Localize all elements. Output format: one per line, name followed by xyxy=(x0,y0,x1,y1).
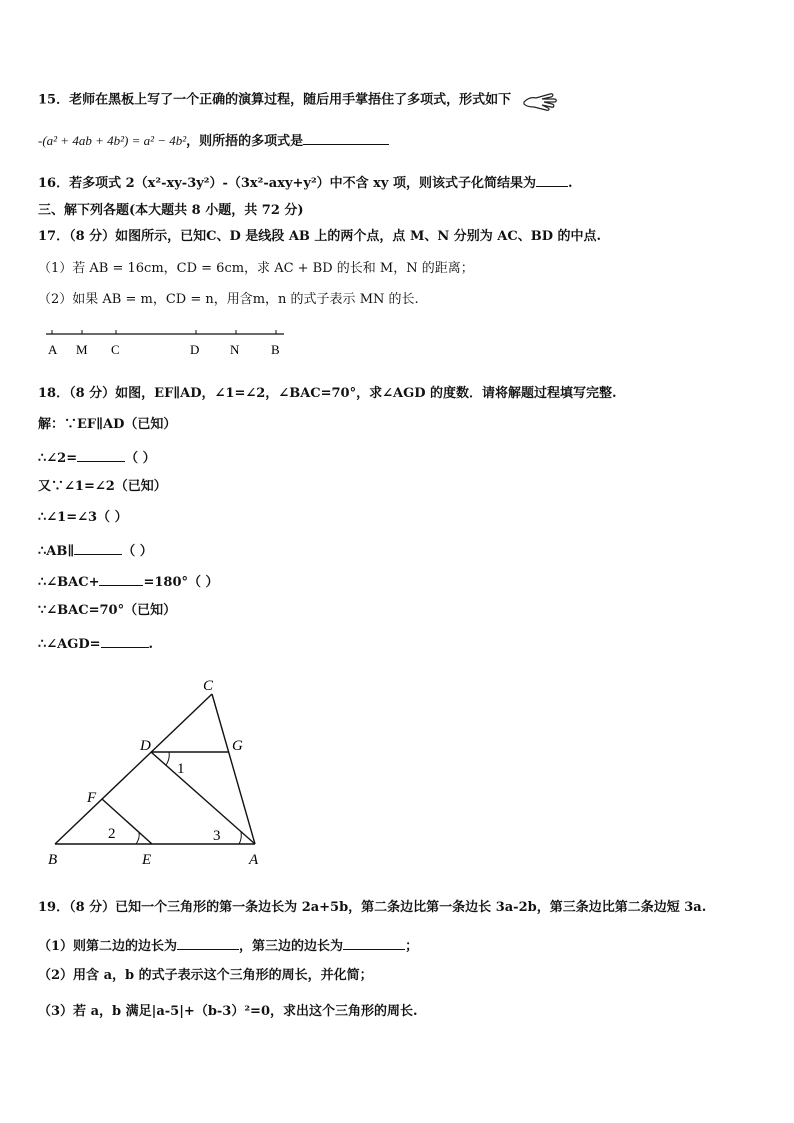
segment-da xyxy=(151,752,255,844)
q18-blank-1[interactable] xyxy=(77,447,125,462)
label-a: A xyxy=(249,852,259,868)
label-b: B xyxy=(48,852,58,868)
point-a-label: A xyxy=(48,342,58,357)
q18-step2-text: ∴∠2= xyxy=(38,451,78,466)
q15-expression: -(a² + 4ab + 4b²) = a² − 4b² xyxy=(38,133,187,148)
point-b-label: B xyxy=(271,342,280,357)
q19-blank-1[interactable] xyxy=(177,935,239,950)
hand-icon xyxy=(522,88,558,112)
q17-part1: （1）若 AB = 16cm，CD = 6cm，求 AC + BD 的长和 M，N 的距离； xyxy=(38,261,474,276)
label-g: G xyxy=(232,738,243,754)
q15-question: ，则所捂的多项式是 xyxy=(186,134,304,149)
label-angle-3: 3 xyxy=(213,828,221,844)
q19-part1-text-b: ，第三边的边长为 xyxy=(239,939,344,954)
q19-part3: （3）若 a，b 满足|a-5|+（b-3）²=0，求出这个三角形的周长. xyxy=(38,1004,418,1019)
q18-step8-text: ∴∠AGD= xyxy=(38,637,101,652)
point-c-label: C xyxy=(111,342,120,357)
section-3-title: 三、解下列各题(本大题共 8 小题，共 72 分) xyxy=(38,203,304,218)
q18-step5-text: ∴AB∥ xyxy=(38,544,75,559)
q18-blank-4[interactable] xyxy=(101,633,149,648)
segment-bc xyxy=(55,694,212,844)
point-m-label: M xyxy=(76,342,88,357)
point-d-label: D xyxy=(190,342,200,357)
q15-answer-blank[interactable] xyxy=(303,130,389,145)
label-f: F xyxy=(87,790,97,806)
q16 xyxy=(38,172,573,193)
q18-step3: 又∵∠1=∠2（已知） xyxy=(38,479,167,494)
angle-3-arc xyxy=(239,832,241,844)
q18-step8 xyxy=(38,633,153,654)
q18-stem: 18．（8 分）如图，EF∥AD，∠1=∠2，∠BAC=70°，求∠AGD 的度数．请将解题过程填写完整. xyxy=(38,386,617,401)
q18-blank-2[interactable] xyxy=(74,540,122,555)
q17-part2: （2）如果 AB = m，CD = n，用含m，n 的式子表示 MN 的长. xyxy=(38,292,419,307)
q16-answer-blank[interactable] xyxy=(536,172,568,187)
q19-part1-text-c: ； xyxy=(405,939,419,954)
q19-part1 xyxy=(38,935,418,956)
q18-step6-text: ∴∠BAC+ xyxy=(38,575,100,590)
q15-line1 xyxy=(38,88,558,112)
q18-step7: ∵∠BAC=70°（已知） xyxy=(38,603,177,618)
q18-step6 xyxy=(38,571,219,592)
point-n-label: N xyxy=(230,342,240,357)
q18-triangle-figure xyxy=(40,672,280,872)
angle-1-arc xyxy=(166,752,169,765)
q18-blank-3[interactable] xyxy=(99,571,143,586)
q17-segment-figure xyxy=(40,322,300,362)
q18-step6-reason: =180°（ ） xyxy=(143,575,219,590)
q19-part1-text-a: （1）则第二边的边长为 xyxy=(38,939,178,954)
q18-step2-reason: （ ） xyxy=(125,451,156,466)
q18-step5-reason: （ ） xyxy=(122,544,153,559)
q19-stem: 19．（8 分）已知一个三角形的第一条边长为 2a+5b，第二条边比第一条边长 3a-2b，第三条边比第二条边短 3a. xyxy=(38,900,707,915)
q19-blank-2[interactable] xyxy=(343,935,405,950)
label-c: C xyxy=(203,678,214,694)
q17-stem: 17．（8 分）如图所示，已知C、D 是线段 AB 上的两个点，点 M、N 分别为 AC、BD 的中点. xyxy=(38,229,602,244)
label-e: E xyxy=(142,852,152,868)
q18-step4: ∴∠1=∠3（ ） xyxy=(38,510,128,525)
angle-2-arc xyxy=(136,832,139,844)
label-angle-2: 2 xyxy=(108,826,116,842)
q18-step8-end: . xyxy=(148,637,154,652)
q18-step2 xyxy=(38,447,156,468)
q16-end: . xyxy=(568,176,573,191)
q18-step5 xyxy=(38,540,153,561)
q19-part2: （2）用含 a，b 的式子表示这个三角形的周长，并化简； xyxy=(38,968,373,983)
q15-line2 xyxy=(38,130,389,151)
q15-text: 15．老师在黑板上写了一个正确的演算过程，随后用手掌捂住了多项式，形式如下 xyxy=(38,92,512,108)
label-angle-1: 1 xyxy=(177,761,185,777)
q18-step1: 解：∵EF∥AD（已知） xyxy=(38,417,177,432)
segment-ca xyxy=(212,694,255,844)
label-d: D xyxy=(140,738,151,754)
q16-text: 16．若多项式 2（x²-xy-3y²）-（3x²-axy+y²）中不含 xy 项，则该式子化简结果为 xyxy=(38,176,536,191)
